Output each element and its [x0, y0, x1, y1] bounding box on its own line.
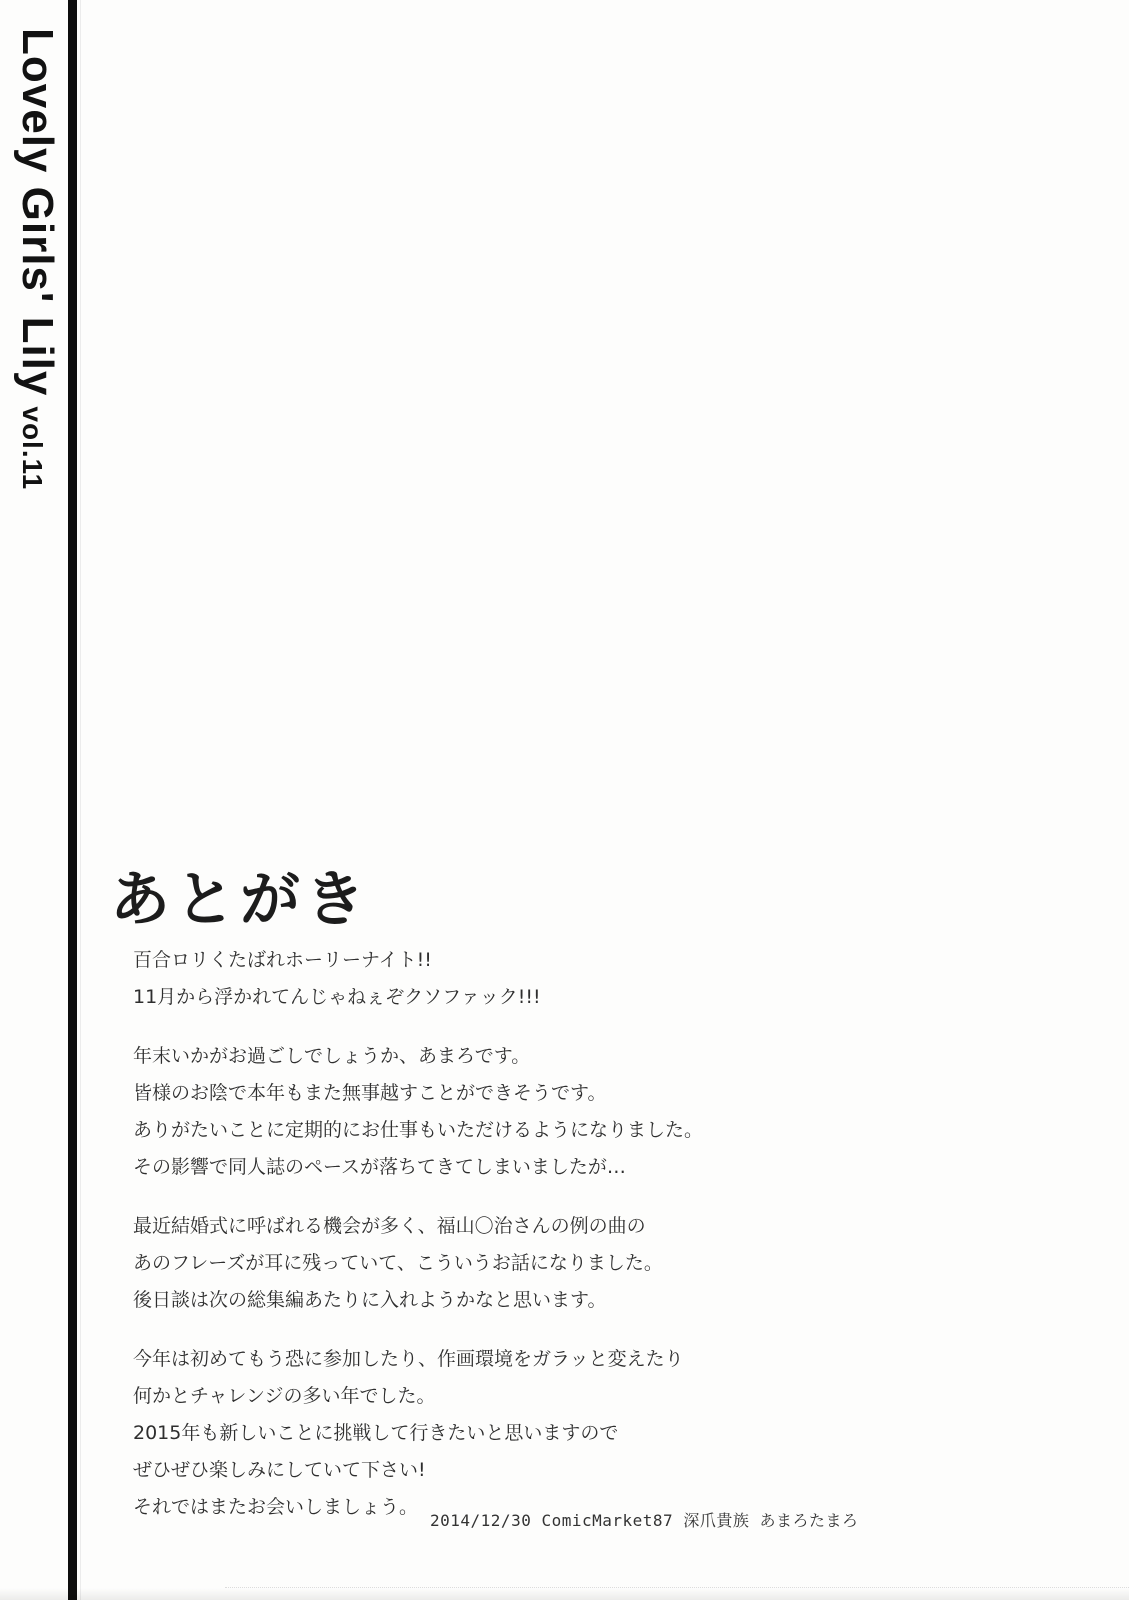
page-fold-line [80, 0, 81, 1600]
text-line: 年末いかがお過ごしでしょうか、あまろです。 [133, 1045, 531, 1067]
text-line: 11月から浮かれてんじゃねぇぞクソファック!!! [133, 986, 541, 1008]
text-line: ぜひぜひ楽しみにしていて下さい! [133, 1459, 426, 1481]
text-line: 最近結婚式に呼ばれる機会が多く、福山〇治さんの例の曲の [133, 1215, 646, 1237]
text-line: それではまたお会いしましょう。 [133, 1496, 419, 1518]
text-line: ありがたいことに定期的にお仕事もいただけるようになりました。 [133, 1119, 704, 1141]
spine-title-vol: vol.11 [17, 406, 48, 491]
text-line: 後日談は次の総集編あたりに入れようかなと思います。 [133, 1289, 607, 1311]
credit-line: 2014/12/30 ComicMarket87 深爪貴族 あまろたまろ [430, 1511, 859, 1530]
text-line: 何かとチャレンジの多い年でした。 [133, 1385, 436, 1407]
paragraph [133, 1208, 1033, 1319]
afterword-body [133, 942, 1033, 1548]
scan-edge-shadow [0, 1588, 1129, 1600]
text-line: 百合ロリくたばれホーリーナイト!! [133, 949, 432, 971]
text-line: あのフレーズが耳に残っていて、こういうお話になりました。 [133, 1252, 663, 1274]
paragraph [133, 942, 1033, 1016]
spine-divider-bar [68, 0, 77, 1600]
text-line: その影響で同人誌のペースが落ちてきてしまいましたが… [133, 1156, 626, 1178]
text-line: 今年は初めてもう恐に参加したり、作画環境をガラッと変えたり [133, 1348, 684, 1370]
afterword-heading: あとがき [110, 865, 370, 935]
text-line: 皆様のお陰で本年もまた無事越すことができそうです。 [133, 1082, 607, 1104]
spine-title-main: Lovely Girls' Lily [13, 28, 62, 397]
text-line: 2015年も新しいことに挑戦して行きたいと思いますので [133, 1422, 619, 1444]
paragraph [133, 1341, 1033, 1526]
paragraph [133, 1038, 1033, 1186]
spine-title [12, 28, 62, 490]
